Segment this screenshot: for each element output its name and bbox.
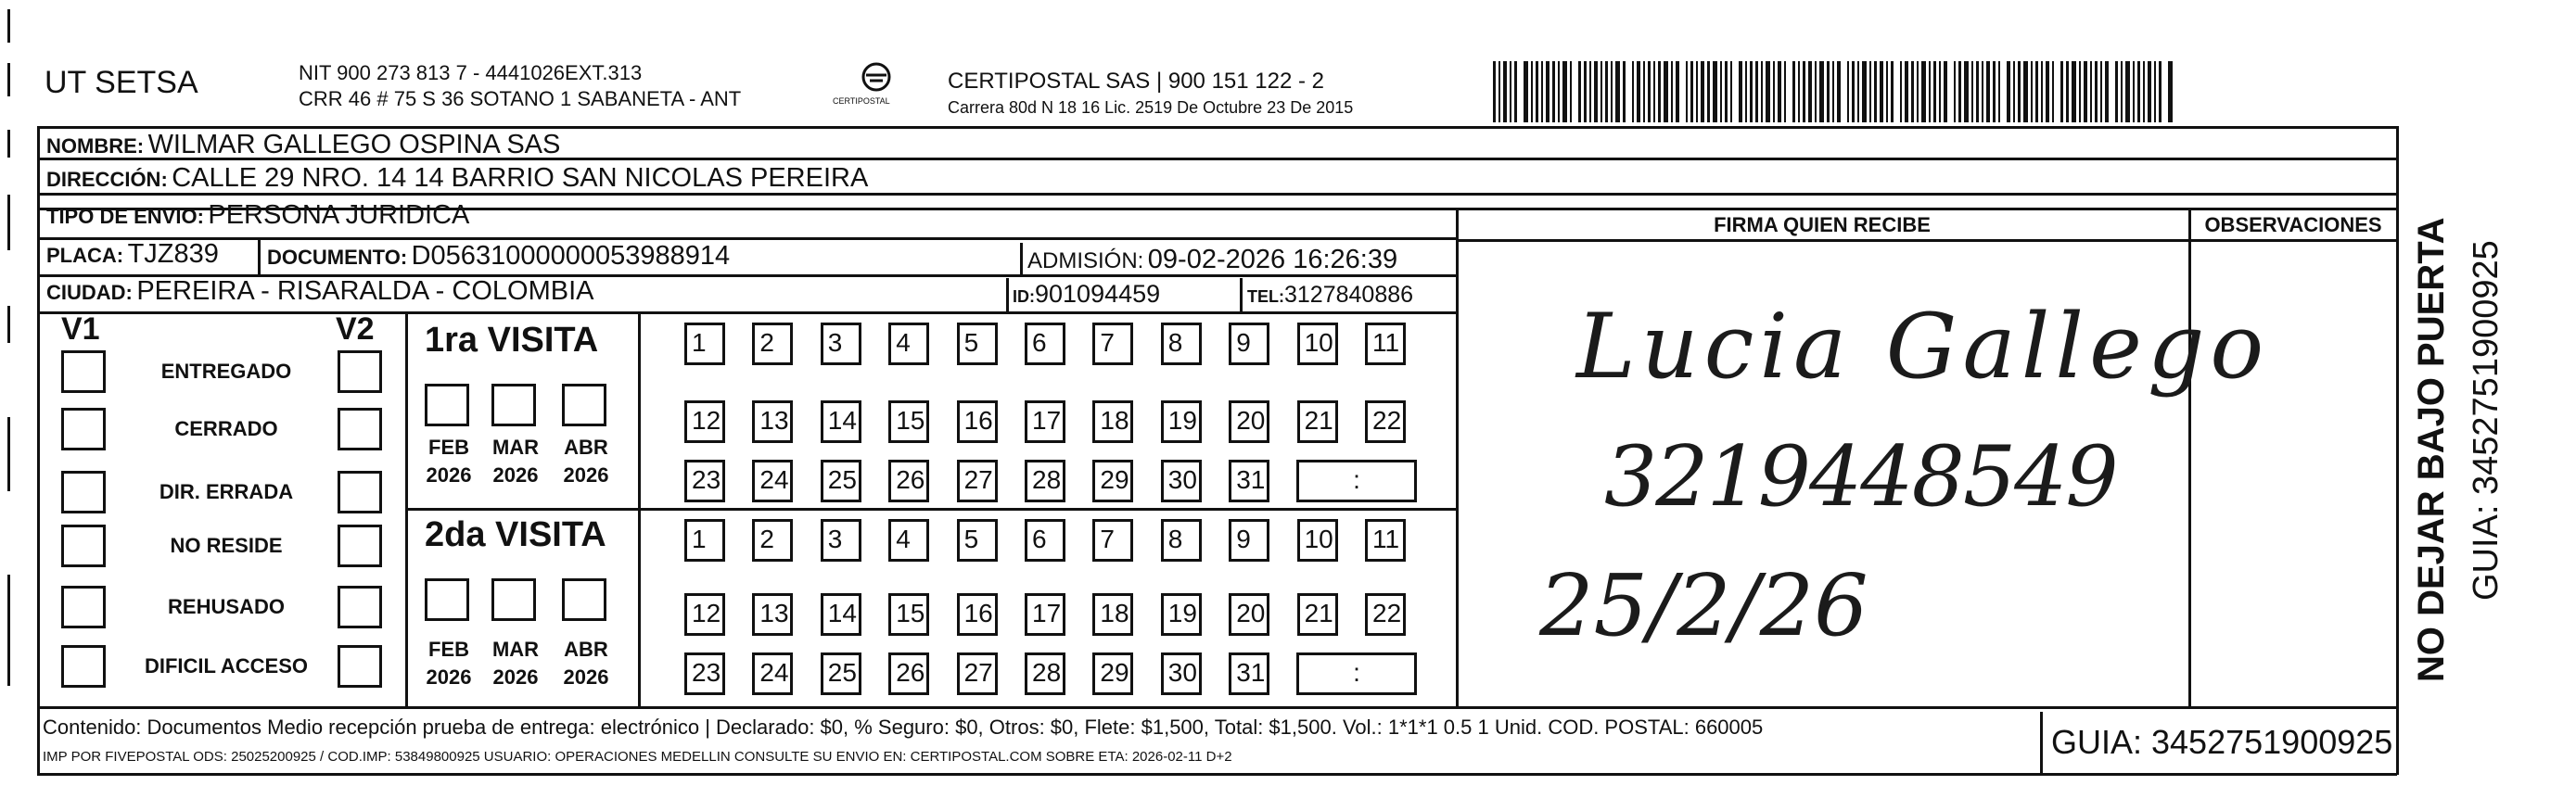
month-checkbox[interactable] bbox=[425, 384, 469, 426]
logo-caption: CERTIPOSTAL bbox=[833, 96, 890, 106]
company-line: CERTIPOSTAL SAS | 900 151 122 - 2 bbox=[948, 69, 1324, 94]
day-box[interactable]: 13 bbox=[752, 593, 793, 636]
year-label: 2026 bbox=[563, 463, 609, 487]
month-checkbox[interactable] bbox=[491, 384, 536, 426]
day-box[interactable]: 28 bbox=[1025, 460, 1065, 502]
day-box[interactable]: 14 bbox=[821, 400, 861, 443]
certipostal-logo bbox=[853, 61, 899, 97]
day-box[interactable]: 16 bbox=[957, 400, 998, 443]
frame-line bbox=[2188, 208, 2191, 708]
margin-mark bbox=[7, 195, 10, 250]
reason-label: CERRADO bbox=[174, 417, 278, 440]
day-box[interactable]: 28 bbox=[1025, 652, 1065, 695]
frame-line bbox=[1456, 208, 1459, 708]
v2-checkbox[interactable] bbox=[338, 645, 382, 688]
frame-line bbox=[1020, 243, 1023, 274]
sender-address: CRR 46 # 75 S 36 SOTANO 1 SABANETA - ANT bbox=[299, 87, 742, 110]
tipo-value: PERSONA JURIDICA bbox=[208, 200, 470, 230]
placa-row bbox=[46, 239, 219, 270]
day-box[interactable]: 29 bbox=[1092, 652, 1133, 695]
day-box[interactable]: 3 bbox=[821, 519, 861, 562]
v1-checkbox[interactable] bbox=[61, 350, 106, 393]
frame-line bbox=[405, 311, 408, 708]
day-box[interactable]: 21 bbox=[1297, 400, 1338, 443]
month-checkbox[interactable] bbox=[425, 578, 469, 621]
documento-label: DOCUMENTO: bbox=[267, 246, 408, 269]
reason-label: DIFICIL ACCESO bbox=[144, 654, 308, 678]
day-box[interactable]: 15 bbox=[888, 400, 929, 443]
day-box[interactable]: 27 bbox=[957, 460, 998, 502]
day-box[interactable]: 6 bbox=[1025, 323, 1065, 365]
day-box[interactable]: 10 bbox=[1297, 519, 1338, 562]
observaciones-header: OBSERVACIONES bbox=[2204, 213, 2382, 236]
frame-line bbox=[258, 237, 261, 276]
day-box[interactable]: 27 bbox=[957, 652, 998, 695]
frame-line bbox=[1006, 278, 1009, 311]
admision-value: 09-02-2026 16:26:39 bbox=[1147, 245, 1398, 274]
v2-checkbox[interactable] bbox=[338, 586, 382, 628]
ciudad-label: CIUDAD: bbox=[46, 281, 133, 304]
day-box[interactable]: 19 bbox=[1161, 400, 1202, 443]
frame-line bbox=[405, 508, 1456, 511]
day-box[interactable]: 30 bbox=[1161, 460, 1202, 502]
documento-value: D05631000000053988914 bbox=[411, 241, 731, 271]
id-row bbox=[1013, 280, 1160, 309]
signature-phone: 3219448549 bbox=[1604, 428, 2117, 526]
v1-checkbox[interactable] bbox=[61, 586, 106, 628]
day-box[interactable]: 22 bbox=[1365, 400, 1406, 443]
day-box[interactable]: 20 bbox=[1229, 400, 1269, 443]
month-label: ABR bbox=[564, 436, 608, 459]
footer-line-1: Contenido: Documentos Medio recepción prueba de entrega: electrónico | Declarado: $0, % Seguro: $0, Otros: $0, Flete: $1,500, Total: $1,500. Vol.: 1*1*1 0.5 1 Unid. COD. POSTAL: 660005 bbox=[43, 716, 1764, 739]
ciudad-row bbox=[46, 276, 593, 307]
day-box[interactable]: 6 bbox=[1025, 519, 1065, 562]
admision-label: ADMISIÓN: bbox=[1027, 248, 1144, 273]
footer-guia: GUIA: 3452751900925 bbox=[2051, 723, 2393, 761]
day-box[interactable]: 8 bbox=[1161, 323, 1202, 365]
v2-checkbox[interactable] bbox=[338, 350, 382, 393]
day-box[interactable]: 17 bbox=[1025, 400, 1065, 443]
day-box[interactable]: 4 bbox=[888, 519, 929, 562]
first-visit-label: 1ra VISITA bbox=[425, 321, 599, 360]
footer-line-2: IMP POR FIVEPOSTAL ODS: 25025200925 / COD.IMP: 53849800925 USUARIO: OPERACIONES MEDELLIN CONSULTE SU ENVIO EN: CERTIPOSTAL.COM SOBRE ETA: 2026-02-11 D+2 bbox=[43, 749, 1232, 765]
barcode bbox=[1493, 61, 2494, 122]
tel-value: 3127840886 bbox=[1284, 282, 1414, 308]
v1-checkbox[interactable] bbox=[61, 525, 106, 567]
day-box[interactable]: 2 bbox=[752, 323, 793, 365]
v1-label: V1 bbox=[61, 311, 100, 347]
signature-name: Lucia Gallego bbox=[1576, 295, 2270, 399]
day-box[interactable]: 9 bbox=[1229, 519, 1269, 562]
day-box[interactable]: 8 bbox=[1161, 519, 1202, 562]
day-box[interactable]: 20 bbox=[1229, 593, 1269, 636]
day-box[interactable]: 22 bbox=[1365, 593, 1406, 636]
day-box[interactable]: 31 bbox=[1229, 460, 1269, 502]
v2-checkbox[interactable] bbox=[338, 525, 382, 567]
year-label: 2026 bbox=[492, 665, 539, 689]
placa-value: TJZ839 bbox=[127, 239, 219, 269]
day-box[interactable]: 3 bbox=[821, 323, 861, 365]
day-box[interactable]: 13 bbox=[752, 400, 793, 443]
frame-line bbox=[37, 126, 40, 775]
day-box[interactable]: 24 bbox=[752, 652, 793, 695]
time-box[interactable]: : bbox=[1296, 460, 1417, 502]
reason-label: REHUSADO bbox=[168, 595, 285, 618]
day-box[interactable]: 9 bbox=[1229, 323, 1269, 365]
day-box[interactable]: 11 bbox=[1365, 323, 1406, 365]
month-label: MAR bbox=[491, 638, 540, 661]
license-line: Carrera 80d N 18 16 Lic. 2519 De Octubre 23 De 2015 bbox=[948, 98, 1354, 117]
direccion-row bbox=[46, 163, 868, 194]
day-box[interactable]: 5 bbox=[957, 519, 998, 562]
frame-line bbox=[37, 126, 2397, 129]
month-label: MAR bbox=[491, 436, 540, 459]
frame-line bbox=[2396, 126, 2399, 775]
reason-label: NO RESIDE bbox=[170, 534, 283, 557]
frame-line bbox=[37, 237, 1456, 240]
tel-label: TEL: bbox=[1247, 287, 1284, 306]
day-box[interactable]: 1 bbox=[684, 323, 725, 365]
reason-label: DIR. ERRADA bbox=[159, 480, 294, 503]
nombre-label: NOMBRE: bbox=[46, 134, 145, 158]
day-box[interactable]: 12 bbox=[684, 400, 725, 443]
placa-label: PLACA: bbox=[46, 244, 124, 267]
signature-date: 25/2/26 bbox=[1539, 556, 1868, 655]
month-label: FEB bbox=[428, 436, 469, 459]
day-box[interactable]: 2 bbox=[752, 519, 793, 562]
day-box[interactable]: 7 bbox=[1092, 519, 1133, 562]
day-box[interactable]: 24 bbox=[752, 460, 793, 502]
tipo-label: TIPO DE ENVIO: bbox=[46, 205, 204, 228]
day-box[interactable]: 23 bbox=[684, 652, 725, 695]
frame-line bbox=[1456, 239, 2397, 242]
admision-row bbox=[1027, 245, 1397, 275]
day-box[interactable]: 25 bbox=[821, 652, 861, 695]
id-value: 901094459 bbox=[1035, 280, 1161, 308]
day-box[interactable]: 16 bbox=[957, 593, 998, 636]
ciudad-value: PEREIRA - RISARALDA - COLOMBIA bbox=[136, 276, 594, 306]
day-box[interactable]: 5 bbox=[957, 323, 998, 365]
tipo-row bbox=[46, 200, 469, 231]
margin-mark bbox=[7, 9, 10, 43]
v2-checkbox[interactable] bbox=[338, 408, 382, 450]
v1-checkbox[interactable] bbox=[61, 471, 106, 513]
day-box[interactable]: 14 bbox=[821, 593, 861, 636]
v1-checkbox[interactable] bbox=[61, 408, 106, 450]
day-box[interactable]: 26 bbox=[888, 652, 929, 695]
day-box[interactable]: 26 bbox=[888, 460, 929, 502]
month-label: ABR bbox=[564, 638, 608, 661]
frame-line bbox=[638, 311, 641, 708]
v2-checkbox[interactable] bbox=[338, 471, 382, 513]
v1-checkbox[interactable] bbox=[61, 645, 106, 688]
day-box[interactable]: 15 bbox=[888, 593, 929, 636]
year-label: 2026 bbox=[426, 463, 472, 487]
frame-line bbox=[37, 773, 2397, 776]
day-box[interactable]: 21 bbox=[1297, 593, 1338, 636]
day-box[interactable]: 29 bbox=[1092, 460, 1133, 502]
month-checkbox[interactable] bbox=[562, 578, 606, 621]
day-box[interactable]: 11 bbox=[1365, 519, 1406, 562]
month-label: FEB bbox=[428, 638, 469, 661]
day-box[interactable]: 12 bbox=[684, 593, 725, 636]
id-label: ID: bbox=[1013, 287, 1035, 306]
frame-line bbox=[2040, 712, 2043, 773]
day-box[interactable]: 23 bbox=[684, 460, 725, 502]
month-checkbox[interactable] bbox=[491, 578, 536, 621]
tel-row bbox=[1247, 282, 1413, 309]
margin-mark bbox=[7, 417, 10, 491]
reason-label: ENTREGADO bbox=[160, 360, 292, 383]
frame-line bbox=[37, 311, 1456, 314]
day-box[interactable]: 30 bbox=[1161, 652, 1202, 695]
sender-nit: NIT 900 273 813 7 - 4441026EXT.313 bbox=[299, 61, 643, 84]
nombre-row bbox=[46, 130, 560, 160]
year-label: 2026 bbox=[426, 665, 472, 689]
day-box[interactable]: 4 bbox=[888, 323, 929, 365]
frame-line bbox=[1240, 278, 1243, 311]
direccion-label: DIRECCIÓN: bbox=[46, 168, 168, 191]
month-checkbox[interactable] bbox=[562, 384, 606, 426]
year-label: 2026 bbox=[563, 665, 609, 689]
v2-label: V2 bbox=[336, 311, 375, 347]
side-guia: GUIA: 3452751900925 bbox=[2467, 240, 2506, 601]
margin-mark bbox=[7, 63, 10, 96]
day-box[interactable]: 19 bbox=[1161, 593, 1202, 636]
firma-header: FIRMA QUIEN RECIBE bbox=[1714, 213, 1931, 236]
direccion-value: CALLE 29 NRO. 14 14 BARRIO SAN NICOLAS PEREIRA bbox=[172, 163, 869, 193]
margin-mark bbox=[7, 575, 10, 686]
sender-name: UT SETSA bbox=[45, 65, 198, 100]
day-box[interactable]: 25 bbox=[821, 460, 861, 502]
day-box[interactable]: 10 bbox=[1297, 323, 1338, 365]
frame-line bbox=[37, 706, 2397, 709]
day-box[interactable]: 31 bbox=[1229, 652, 1269, 695]
day-box[interactable]: 1 bbox=[684, 519, 725, 562]
time-box[interactable]: : bbox=[1296, 652, 1417, 695]
documento-row bbox=[267, 241, 730, 272]
year-label: 2026 bbox=[492, 463, 539, 487]
day-box[interactable]: 18 bbox=[1092, 400, 1133, 443]
day-box[interactable]: 18 bbox=[1092, 593, 1133, 636]
day-box[interactable]: 17 bbox=[1025, 593, 1065, 636]
margin-mark bbox=[7, 130, 10, 158]
frame-line bbox=[1456, 208, 2397, 210]
nombre-value: WILMAR GALLEGO OSPINA SAS bbox=[147, 130, 561, 159]
no-dejar-bajo-puerta: NO DEJAR BAJO PUERTA bbox=[2411, 217, 2452, 682]
second-visit-label: 2da VISITA bbox=[425, 515, 606, 554]
day-box[interactable]: 7 bbox=[1092, 323, 1133, 365]
margin-mark bbox=[7, 306, 10, 343]
